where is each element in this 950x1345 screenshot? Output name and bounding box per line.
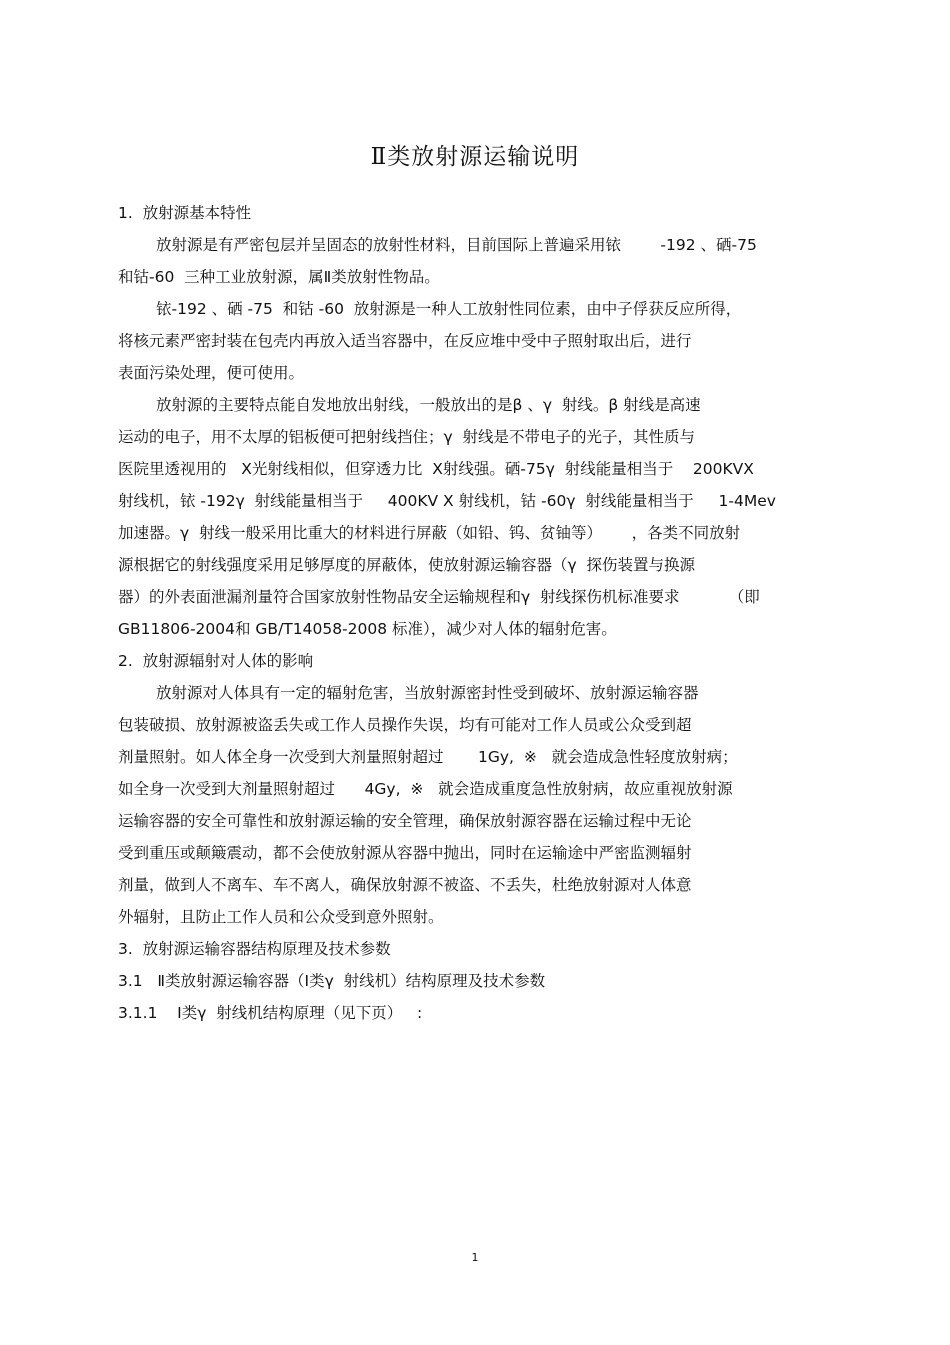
paragraph-line: 放射源对人体具有一定的辐射危害，当放射源密封性受到破坏、放射源运输容器 [156,684,699,702]
paragraph-line: 医院里透视用的 X光射线相似，但穿透力比 X射线强。硒-75γ 射线能量相当于 200KVX [118,460,754,478]
paragraph-line: 外辐射，且防止工作人员和公众受到意外照射。 [118,908,444,926]
paragraph-line: 如全身一次受到大剂量照射超过 4Gy, ※ 就会造成重度急性放射病，故应重视放射源 [118,780,733,798]
page-title: Ⅱ类放射源运输说明 [370,144,580,170]
paragraph-line: 铱-192 、硒 -75 和钴 -60 放射源是一种人工放射性同位素，由中子俘获反应所得， [156,300,742,318]
paragraph-line: 剂量，做到人不离车、车不离人，确保放射源不被盗、不丢失，杜绝放射源对人体意 [118,876,692,894]
paragraph-line: 表面污染处理，便可使用。 [118,364,305,382]
paragraph-line: 源根据它的射线强度采用足够厚度的屏蔽体，使放射源运输容器（γ 探伤装置与换源 [118,556,696,574]
page-number: 1 [471,1251,479,1264]
paragraph-line: 受到重压或颠簸震动，都不会使放射源从容器中抛出，同时在运输途中严密监测辐射 [118,844,692,862]
paragraph-line: 将核元素严密封装在包壳内再放入适当容器中，在反应堆中受中子照射取出后，进行 [118,332,692,350]
paragraph-line: 包装破损、放射源被盗丢失或工作人员操作失误，均有可能对工作人员或公众受到超 [118,716,692,734]
paragraph-line: 运输容器的安全可靠性和放射源运输的安全管理，确保放射源容器在运输过程中无论 [118,812,692,830]
section-heading-2: 2. 放射源辐射对人体的影响 [118,652,314,670]
paragraph-line: 放射源的主要特点能自发地放出射线，一般放出的是β 、γ 射线。β 射线是高速 [156,396,701,414]
paragraph-line: 加速器。γ 射线一般采用比重大的材料进行屏蔽（如铅、钨、贫铀等） ，各类不同放射 [118,524,741,542]
paragraph-line: 器）的外表面泄漏剂量符合国家放射性物品安全运输规程和γ 射线探伤机标准要求 （即 [118,588,760,606]
section-heading-1: 1. 放射源基本特性 [118,204,252,222]
paragraph-line: 和钴-60 三种工业放射源，属Ⅱ类放射性物品。 [118,268,440,286]
section-heading-3: 3. 放射源运输容器结构原理及技术参数 [118,940,391,958]
subsection-heading-3-1-1: 3.1.1 Ⅰ类γ 射线机结构原理（见下页） : [118,1004,423,1022]
paragraph-line: 剂量照射。如人体全身一次受到大剂量照射超过 1Gy, ※ 就会造成急性轻度放射病； [118,748,738,766]
subsection-heading-3-1: 3.1 Ⅱ类放射源运输容器（Ⅰ类γ 射线机）结构原理及技术参数 [118,972,546,990]
paragraph-line: 放射源是有严密包层并呈固态的放射性材料，目前国际上普遍采用铱 -192 、硒-75 [156,236,757,254]
paragraph-line: 射线机，铱 -192γ 射线能量相当于 400KV X 射线机，钴 -60γ 射线能量相当于 1-4Mev [118,492,776,510]
paragraph-line: 运动的电子，用不太厚的铝板便可把射线挡住；γ 射线是不带电子的光子，其性质与 [118,428,696,446]
paragraph-line: GB11806-2004和 GB/T14058-2008 标准），减少对人体的辐射危害。 [118,620,617,638]
